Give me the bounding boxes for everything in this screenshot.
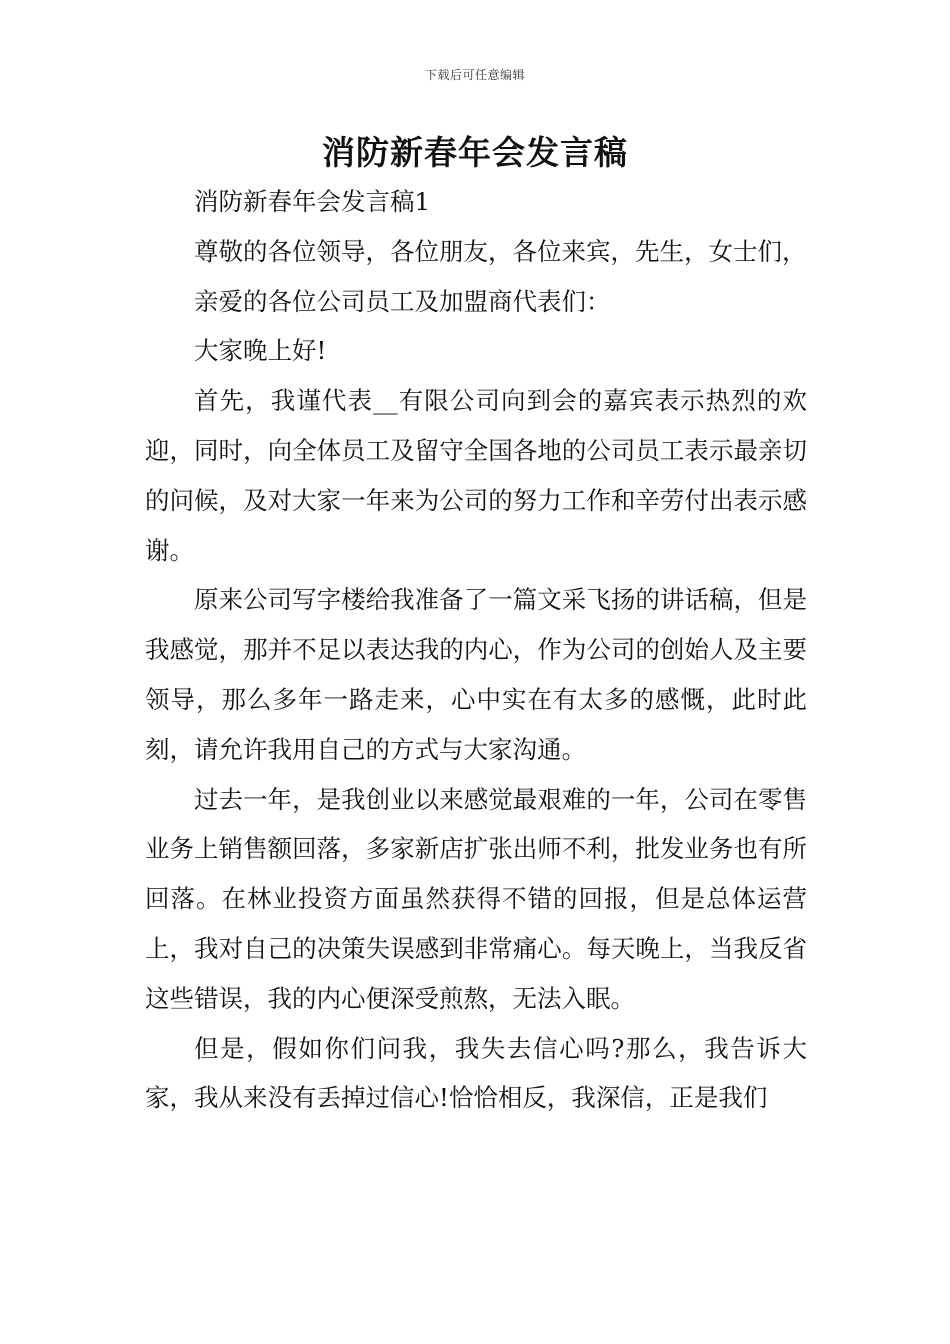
paragraph-body: 但是，假如你们问我，我失去信心吗?那么，我告诉大家，我从来没有丢掉过信心!恰恰相反，我深信，正是我们	[145, 1033, 807, 1113]
paragraph-body: 首先，我谨代表__有限公司向到会的嘉宾表示热烈的欢迎，同时，向全体员工及留守全国各地的公司员工表示最亲切的问候，及对大家一年来为公司的努力工作和辛劳付出表示感谢。	[145, 386, 807, 565]
paragraph-body: 过去一年，是我创业以来感觉最艰难的一年，公司在零售业务上销售额回落，多家新店扩张出师不利，批发业务也有所回落。在林业投资方面虽然获得不错的回报，但是总体运营上，我对自己的决策失误感到非常痛心。每天晚上，当我反省这些错误，我的内心便深受煎熬，无法入眠。	[145, 784, 807, 1013]
header-note: 下载后可任意编辑	[424, 68, 525, 82]
paragraph-greeting: 大家晚上好!	[194, 336, 327, 366]
document-title: 消防新春年会发言稿	[322, 133, 628, 172]
paragraph-body: 原来公司写字楼给我准备了一篇文采飞扬的讲话稿，但是我感觉，那并不足以表达我的内心，作为公司的创始人及主要领导，那么多年一路走来，心中实在有太多的感慨，此时此刻，请允许我用自己的方式与大家沟通。	[145, 585, 807, 764]
document-body	[145, 177, 807, 1123]
paragraph-salutation: 尊敬的各位领导，各位朋友，各位来宾，先生，女士们，	[194, 236, 807, 266]
paragraph-subtitle: 消防新春年会发言稿1	[194, 187, 431, 216]
paragraph-salutation-2: 亲爱的各位公司员工及加盟商代表们：	[194, 286, 611, 316]
